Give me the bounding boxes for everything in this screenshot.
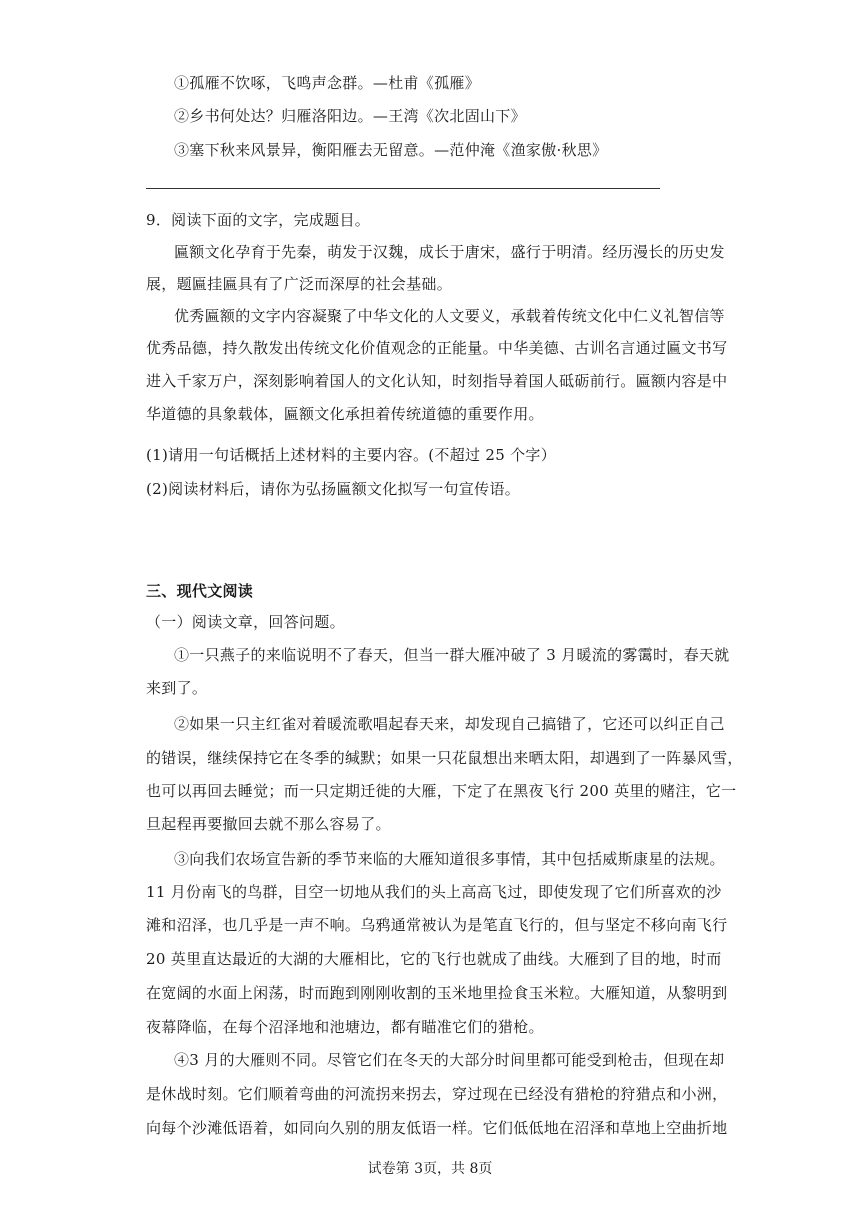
- passage-line: 展，题匾挂匾具有了广泛而深厚的社会基础。: [146, 275, 453, 293]
- article-line: 11 月份南飞的鸟群，目空一切地从我们的头上高高飞过，即使发现了它们所喜欢的沙: [146, 883, 722, 901]
- article-line: 夜幕降临，在每个沼泽地和池塘边，都有瞄准它们的猎枪。: [146, 1018, 544, 1036]
- article-line: 来到了。: [146, 679, 208, 697]
- article-line: 在宽阔的水面上闲荡，时而跑到刚刚收割的玉米地里捡食玉米粒。大雁知道，从黎明到: [146, 984, 728, 1002]
- section-intro: （一）阅读文章，回答问题。: [146, 613, 345, 631]
- article-line: 是休战时刻。它们顺着弯曲的河流拐来拐去，穿过现在已经没有猎枪的狩猎点和小洲，: [146, 1085, 728, 1103]
- question-9-title: 9．阅读下面的文字，完成题目。: [146, 211, 371, 229]
- section-heading: 三、现代文阅读: [146, 582, 254, 600]
- passage-line: 进入千家万户，深刻影响着国人的文化认知，时刻指导着国人砥砺前行。匾额内容是中: [146, 372, 728, 390]
- passage-line: 优秀品德，持久散发出传统文化价值观念的正能量。中华美德、古训名言通过匾文书写: [146, 339, 728, 357]
- article-line: 旦起程再要撤回去就不那么容易了。: [146, 815, 391, 833]
- poem-line-2: ②乡书何处达？归雁洛阳边。—王湾《次北固山下》: [174, 107, 526, 125]
- page-footer: 试卷第 3页，共 8页: [367, 1161, 493, 1177]
- article-line: ②如果一只主红雀对着暖流歌唱起春天来，却发现自己搞错了，它还可以纠正自己: [174, 715, 725, 733]
- article-line: 滩和沼泽，也几乎是一声不响。乌鸦通常被认为是笔直飞行的，但与坚定不移向南飞行: [146, 916, 728, 934]
- article-line: ④3 月的大雁则不同。尽管它们在冬天的大部分时间里都可能受到枪击，但现在却: [174, 1051, 725, 1069]
- passage-line: 优秀匾额的文字内容凝聚了中华文化的人文要义，承载着传统文化中仁义礼智信等: [174, 307, 725, 325]
- article-line: 20 英里直达最近的大湖的大雁相比，它的飞行也就成了曲线。大雁到了目的地，时而: [146, 950, 722, 968]
- passage-line: 华道德的具象载体，匾额文化承担着传统道德的重要作用。: [146, 405, 544, 423]
- passage-line: 匾额文化孕育于先秦，萌发于汉魏，成长于唐宋，盛行于明清。经历漫长的历史发: [174, 243, 725, 261]
- article-line: 也可以再回去睡觉；而一只定期迁徙的大雁，下定了在黑夜飞行 200 英里的赌注，它一: [146, 782, 737, 800]
- article-line: 的错误，继续保持它在冬季的缄默；如果一只花鼠想出来晒太阳，却遇到了一阵暴风雪，: [146, 749, 743, 767]
- sub-question-1: (1)请用一句话概括上述材料的主要内容。(不超过 25 个字）: [146, 446, 557, 464]
- sub-question-2: (2)阅读材料后，请你为弘扬匾额文化拟写一句宣传语。: [146, 480, 521, 498]
- poem-line-1: ①孤雁不饮啄，飞鸣声念群。—杜甫《孤雁》: [174, 74, 481, 92]
- answer-blank-line: [146, 188, 660, 189]
- article-line: ③向我们农场宣告新的季节来临的大雁知道很多事情，其中包括威斯康星的法规。: [174, 850, 725, 868]
- article-line: 向每个沙滩低语着，如同向久别的朋友低语一样。它们低低地在沼泽和草地上空曲折地: [146, 1119, 728, 1137]
- poem-line-3: ③塞下秋来风景异，衡阳雁去无留意。—范仲淹《渔家傲·秋思》: [174, 141, 608, 159]
- article-line: ①一只燕子的来临说明不了春天，但当一群大雁冲破了 3 月暖流的雾霭时，春天就: [174, 646, 730, 664]
